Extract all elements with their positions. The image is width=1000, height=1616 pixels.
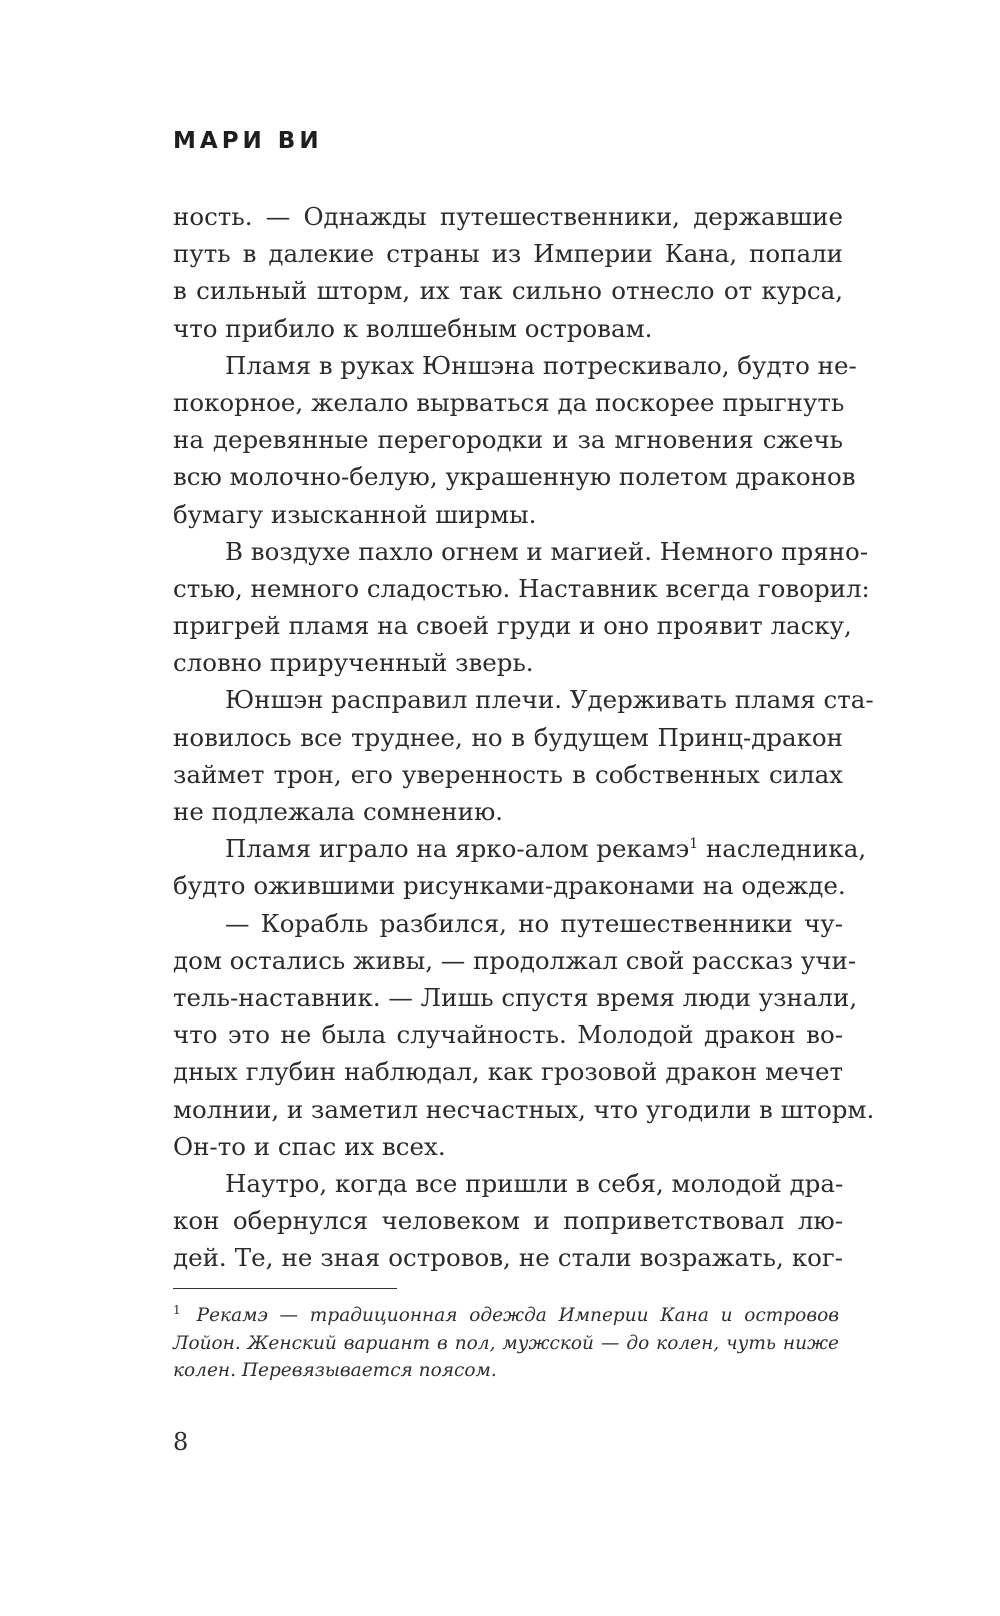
footnote-line: Лойон. Женский вариант в пол, мужской — до колен, чуть ниже xyxy=(173,1332,839,1354)
text-fragment: наследника, xyxy=(698,834,867,864)
body-text xyxy=(173,198,875,1276)
footnote-reference[interactable]: 1 xyxy=(689,836,699,853)
text-line: пригрей пламя на своей груди и оно проявит ласку, xyxy=(173,611,852,641)
page-number: 8 xyxy=(173,1428,189,1456)
text-line: тель-наставник. — Лишь спустя время люди узнали, xyxy=(173,982,858,1012)
text-line: молнии, и заметил несчастных, что угодили в шторм. xyxy=(173,1094,875,1124)
text-line: дом остались живы, — продолжал свой рассказ учи- xyxy=(173,945,857,975)
footnote-line xyxy=(173,1302,839,1330)
running-head-author: МАРИ ВИ xyxy=(173,128,323,154)
text-line: покорное, желало вырваться да поскорее прыгнуть xyxy=(173,387,845,417)
text-line: стью, немного сладостью. Наставник всегда говорил: xyxy=(173,573,870,603)
text-line: бумагу изысканной ширмы. xyxy=(173,499,537,529)
text-line: путь в далекие страны из Империи Кана, попали xyxy=(173,239,843,269)
body-text-part-1 xyxy=(173,198,874,830)
footnote-text: Рекамэ — традиционная одежда Империи Кана и островов xyxy=(196,1305,839,1326)
text-line: Наутро, когда все пришли в себя, молодой дра- xyxy=(225,1168,844,1198)
text-line: дных глубин наблюдал, как грозовой дракон мечет xyxy=(173,1057,843,1087)
text-line: на деревянные перегородки и за мгновения сжечь xyxy=(173,425,843,455)
text-line: В воздухе пахло огнем и магией. Немного пряно- xyxy=(225,536,868,566)
text-line: всю молочно-белую, украшенную полетом драконов xyxy=(173,462,856,492)
text-line: Пламя в руках Юншэна потрескивало, будто не- xyxy=(225,350,857,380)
text-line: — Корабль разбился, но путешественники чу- xyxy=(225,908,843,938)
text-line-with-footnote-ref xyxy=(173,830,867,867)
text-line: займет трон, его уверенность в собственных силах xyxy=(173,759,843,789)
text-line: дей. Те, не зная островов, не стали возражать, ког- xyxy=(173,1243,843,1273)
text-line: что прибило к волшебным островам. xyxy=(173,313,653,343)
footnote-marker: 1 xyxy=(173,1302,181,1317)
text-line: что это не была случайность. Молодой дракон во- xyxy=(173,1020,843,1050)
footnote-line: колен. Перевязывается поясом. xyxy=(173,1360,497,1381)
text-line: будто ожившими рисунками-драконами на одежде. xyxy=(173,871,846,901)
text-line: Юншэн расправил плечи. Удерживать пламя ста- xyxy=(225,685,874,715)
text-line: словно прирученный зверь. xyxy=(173,648,534,678)
text-line: в сильный шторм, их так сильно отнесло от курса, xyxy=(173,276,843,306)
body-text-part-2 xyxy=(173,867,875,1276)
text-fragment: Пламя играло на ярко-алом рекамэ xyxy=(225,834,690,864)
text-line: новилось все труднее, но в будущем Принц-дракон xyxy=(173,722,843,752)
text-line: не подлежала сомнению. xyxy=(173,797,504,826)
text-line: кон обернулся человеком и поприветствовал лю- xyxy=(173,1206,843,1236)
text-line: Он-то и спас их всех. xyxy=(173,1131,446,1161)
footnote-divider xyxy=(173,1288,397,1289)
text-line: ность. — Однажды путешественники, державшие xyxy=(173,202,843,231)
footnote xyxy=(173,1302,839,1385)
